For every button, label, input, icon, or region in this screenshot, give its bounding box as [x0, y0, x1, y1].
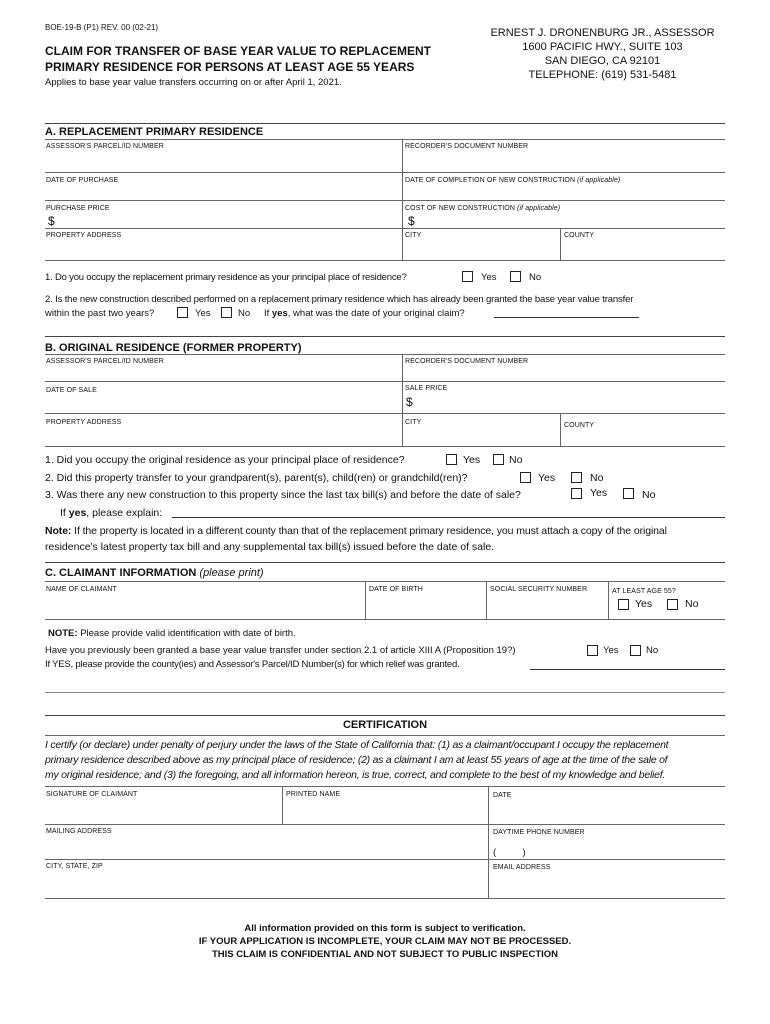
assessor-phone: TELEPHONE: (619) 531-5481	[528, 69, 677, 81]
form-title-line2: PRIMARY RESIDENCE FOR PERSONS AT LEAST AGE 55 YEARS	[45, 60, 415, 74]
section-c-top-rule	[45, 562, 725, 563]
a-question-2-cont: within the past two years?	[45, 308, 155, 319]
a-q2-yes-checkbox[interactable]	[177, 307, 188, 318]
a-question-1: 1. Do you occupy the replacement primary residence as your principal place of residence?	[45, 272, 407, 283]
a-q2-no-checkbox[interactable]	[221, 307, 232, 318]
a-q1-no-label: No	[529, 272, 542, 283]
rule	[45, 859, 725, 860]
b-q1-no-checkbox[interactable]	[493, 454, 504, 465]
a-q2-no-label: No	[238, 308, 251, 319]
rule	[45, 200, 725, 201]
a-date-completion-label: DATE OF COMPLETION OF NEW CONSTRUCTION (if applicable)	[405, 177, 621, 184]
a-q2-ifyes-text: If yes, what was the date of your original claim?	[264, 308, 465, 319]
c-prop19-no-checkbox[interactable]	[630, 645, 641, 656]
rule	[45, 172, 725, 173]
rule	[45, 228, 725, 229]
a-city-label: CITY	[405, 232, 422, 239]
form-subtitle: Applies to base year value transfers occurring on or after April 1, 2021.	[45, 77, 342, 88]
b-q3-no-checkbox[interactable]	[623, 488, 634, 499]
a-q1-yes-checkbox[interactable]	[462, 271, 473, 282]
assessor-block	[470, 26, 735, 82]
email-label: EMAIL ADDRESS	[493, 864, 551, 871]
footer-line-3: THIS CLAIM IS CONFIDENTIAL AND NOT SUBJECT TO PUBLIC INSPECTION	[211, 949, 559, 960]
b-q2-yes-label: Yes	[538, 472, 556, 484]
divider	[486, 581, 487, 619]
b-explain-label: If yes, please explain:	[60, 507, 163, 519]
b-note-cont: residence's latest property tax bill and any supplemental tax bill(s) issued before the date of sale.	[45, 541, 495, 553]
b-q2-yes-checkbox[interactable]	[520, 472, 531, 483]
certification-text-3: my original residence; and (3) the foregoing, and all information hereon, is true, correct, and complete to the best of my knowledge and belief.	[45, 769, 666, 781]
a-question-2: 2. Is the new construction described performed on a replacement primary residence which has already been granted the base year value transfer	[45, 294, 634, 305]
signature-label: SIGNATURE OF CLAIMANT	[46, 791, 138, 798]
c-prop19-question: Have you previously been granted a base year value transfer under section 2.1 of article XIII A (Proposition 19?)	[45, 645, 516, 656]
section-c-title: C. CLAIMANT INFORMATION (please print)	[45, 567, 264, 579]
mailing-address-label: MAILING ADDRESS	[46, 828, 112, 835]
c-age55-no-label: No	[685, 598, 699, 610]
a-cost-dollar: $	[408, 214, 415, 228]
footer-line-1: All information provided on this form is subject to verification.	[244, 923, 526, 934]
certification-top-rule	[45, 715, 725, 716]
b-q3-yes-label: Yes	[590, 487, 608, 499]
c-prop19-yes-label: Yes	[603, 645, 619, 656]
divider	[365, 581, 366, 619]
rule	[45, 786, 725, 787]
rule	[45, 446, 725, 447]
form-id: BOE-19-B (P1) REV. 00 (02-21)	[45, 23, 159, 32]
rule	[45, 581, 725, 582]
b-recorder-label: RECORDER'S DOCUMENT NUMBER	[405, 358, 529, 365]
city-state-zip-label: CITY, STATE, ZIP	[46, 863, 103, 870]
section-b-top-rule	[45, 336, 725, 337]
divider	[560, 228, 561, 260]
form-title-line1: CLAIM FOR TRANSFER OF BASE YEAR VALUE TO REPLACEMENT	[45, 44, 432, 58]
c-prop19-yes-checkbox[interactable]	[587, 645, 598, 656]
a-purchase-dollar: $	[48, 214, 55, 228]
assessor-name: ERNEST J. DRONENBURG JR., ASSESSOR	[490, 27, 715, 39]
b-q3-yes-checkbox[interactable]	[571, 488, 582, 499]
c-age55-yes-checkbox[interactable]	[618, 599, 629, 610]
section-a-top-rule	[45, 123, 725, 124]
b-note: Note: If the property is located in a different county than that of the replacement primary residence, you must attach a copy of the original	[45, 525, 667, 537]
rule	[45, 381, 725, 382]
phone-area-code: ( )	[493, 847, 526, 858]
b-city-label: CITY	[405, 419, 422, 426]
b-explain-field[interactable]	[172, 517, 725, 518]
section-b-title: B. ORIGINAL RESIDENCE (FORMER PROPERTY)	[45, 342, 302, 354]
a-q2-yes-label: Yes	[195, 308, 211, 319]
b-county-label: COUNTY	[564, 422, 595, 429]
c-prop19-counties-field[interactable]	[530, 669, 725, 670]
a-q1-yes-label: Yes	[481, 272, 497, 283]
c-prop19-counties-field-2[interactable]	[45, 692, 725, 693]
b-q1-yes-label: Yes	[463, 454, 481, 466]
date-label: DATE	[493, 792, 512, 799]
b-q1-yes-checkbox[interactable]	[446, 454, 457, 465]
rule	[45, 413, 725, 414]
divider	[402, 354, 403, 446]
divider	[488, 786, 489, 898]
divider	[608, 581, 609, 619]
rule	[45, 824, 725, 825]
c-age55-no-checkbox[interactable]	[667, 599, 678, 610]
assessor-address2: SAN DIEGO, CA 92101	[544, 55, 661, 67]
c-name-label: NAME OF CLAIMANT	[46, 586, 117, 593]
b-property-address-label: PROPERTY ADDRESS	[46, 419, 122, 426]
b-sale-price-label: SALE PRICE	[405, 385, 448, 392]
b-q3-no-label: No	[642, 489, 656, 501]
a-original-claim-date-field[interactable]	[494, 317, 639, 318]
daytime-phone-label: DAYTIME PHONE NUMBER	[493, 829, 585, 836]
b-q2-no-checkbox[interactable]	[571, 472, 582, 483]
a-recorder-label: RECORDER'S DOCUMENT NUMBER	[405, 143, 529, 150]
divider	[282, 786, 283, 824]
assessor-address1: 1600 PACIFIC HWY., SUITE 103	[522, 41, 683, 53]
c-age55-yes-label: Yes	[635, 598, 653, 610]
a-cost-construction-label: COST OF NEW CONSTRUCTION (if applicable)	[405, 205, 561, 212]
c-note: NOTE: Please provide valid identification with date of birth.	[48, 628, 296, 639]
c-prop19-ifyes: If YES, please provide the county(ies) and Assessor's Parcel/ID Number(s) for which relief was granted.	[45, 659, 460, 670]
certification-text-2: primary residence described above as my principal place of residence; (2) as a claimant I am at least 55 years of age at the time of the sale of	[45, 754, 668, 766]
b-q1-no-label: No	[509, 454, 523, 466]
rule	[45, 260, 725, 261]
b-q2-no-label: No	[590, 472, 604, 484]
b-question-2: 2. Did this property transfer to your grandparent(s), parent(s), child(ren) or grandchild(ren)?	[45, 472, 468, 484]
c-ssn-label: SOCIAL SECURITY NUMBER	[490, 586, 588, 593]
a-county-label: COUNTY	[564, 232, 595, 239]
b-question-1: 1. Did you occupy the original residence as your principal place of residence?	[45, 454, 405, 466]
rule	[45, 619, 725, 620]
a-date-purchase-label: DATE OF PURCHASE	[46, 177, 119, 184]
a-q1-no-checkbox[interactable]	[510, 271, 521, 282]
section-a-title: A. REPLACEMENT PRIMARY RESIDENCE	[45, 126, 264, 138]
a-purchase-price-label: PURCHASE PRICE	[46, 205, 110, 212]
rule	[45, 354, 725, 355]
b-date-sale-label: DATE OF SALE	[46, 387, 97, 394]
footer-line-2: IF YOUR APPLICATION IS INCOMPLETE, YOUR CLAIM MAY NOT BE PROCESSED.	[198, 936, 572, 947]
c-age55-label: AT LEAST AGE 55?	[612, 588, 676, 595]
rule	[45, 139, 725, 140]
c-dob-label: DATE OF BIRTH	[369, 586, 423, 593]
printed-name-label: PRINTED NAME	[286, 791, 341, 798]
rule	[45, 735, 725, 736]
rule	[45, 898, 725, 899]
divider	[560, 413, 561, 446]
a-parcel-label: ASSESSOR'S PARCEL/ID NUMBER	[46, 143, 164, 150]
c-prop19-no-label: No	[646, 645, 659, 656]
certification-title: CERTIFICATION	[342, 719, 428, 731]
b-sale-dollar: $	[406, 395, 413, 409]
a-property-address-label: PROPERTY ADDRESS	[46, 232, 122, 239]
certification-text-1: I certify (or declare) under penalty of perjury under the laws of the State of California that: (1) as a claimant/occupant I occupy the replacement	[45, 739, 669, 751]
b-parcel-label: ASSESSOR'S PARCEL/ID NUMBER	[46, 358, 164, 365]
b-question-3: 3. Was there any new construction to this property since the last tax bill(s) and before the date of sale?	[45, 489, 521, 501]
